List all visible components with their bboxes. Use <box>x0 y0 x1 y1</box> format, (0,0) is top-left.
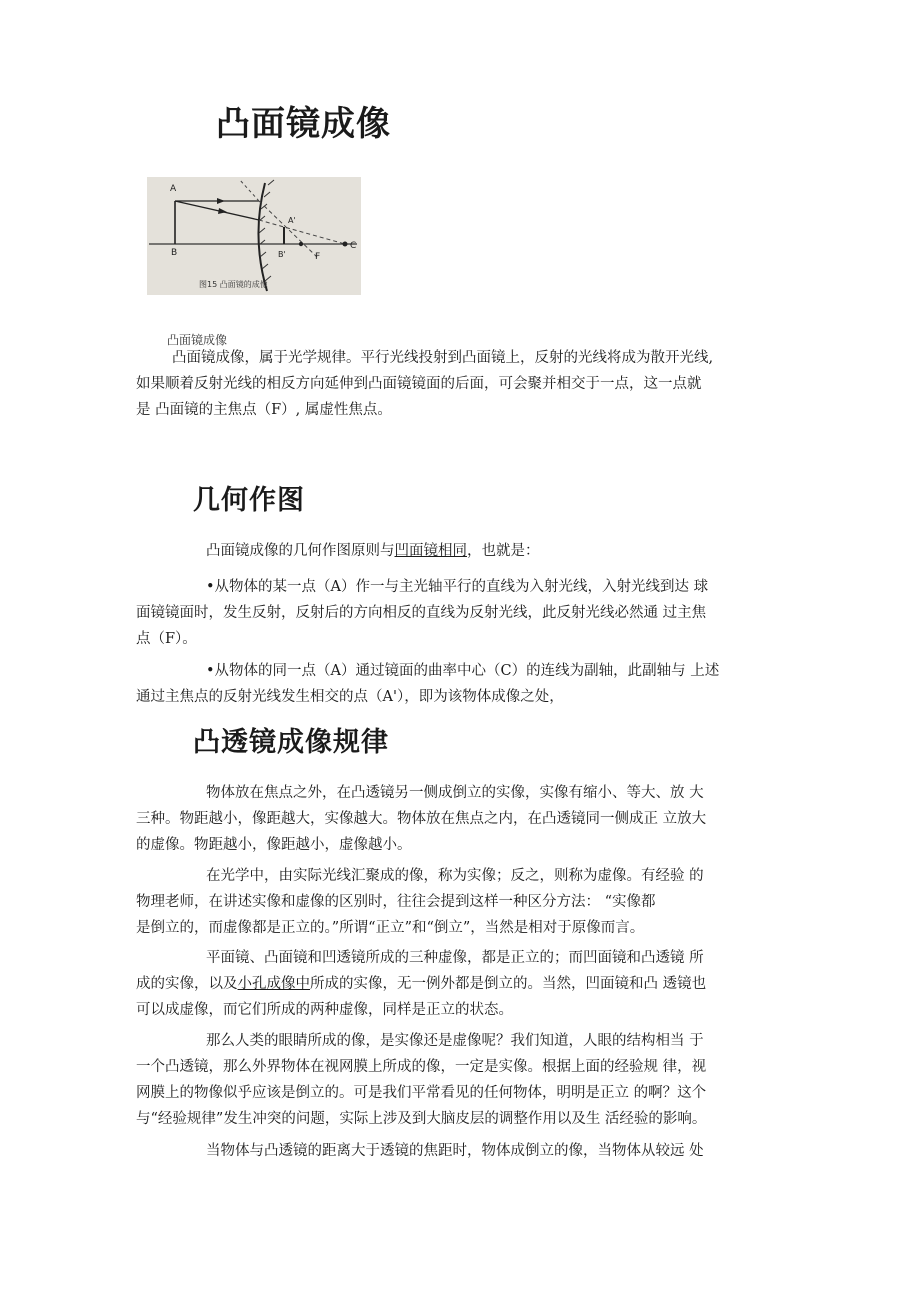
bullet2-line-1: •从物体的同一点（A）通过镜面的曲率中心（C）的连线为副轴，此副轴与 上述 <box>206 663 720 679</box>
lens-p3-line-2-text: 成的实像，以及 <box>136 976 238 992</box>
mirror-surface <box>258 183 267 291</box>
label-c: C <box>350 241 357 251</box>
bullet1-line-2: 面镜镜面时，发生反射，反射后的方向相反的直线为反射光线，此反射光线必然通 过主焦 <box>136 605 707 621</box>
bullet-secondary-axis <box>136 658 790 710</box>
dashed-reflected-extension <box>259 201 317 257</box>
lens-p1-line-1: 物体放在焦点之外，在凸透镜另一侧成倒立的实像，实像有缩小、等大、放 大 <box>206 785 704 801</box>
section-heading-geometry: 几何作图 <box>193 485 305 516</box>
bullet2-line-2: 通过主焦点的反射光线发生相交的点（A'），即为该物体成像之处， <box>136 689 564 705</box>
lens-p3-line-3: 可以成虚像，而它们所成的两种虚像，同样是正立的状态。 <box>136 1002 513 1018</box>
bullet-parallel-ray <box>136 574 790 652</box>
lens-paragraph-3 <box>136 945 790 1023</box>
lens-p2-line-1: 在光学中，由实际光线汇聚成的像，称为实像；反之，则称为虚像。有经验 的 <box>206 868 704 884</box>
bullet1-line-3: 点（F）。 <box>136 631 197 647</box>
lens-p1-line-2: 三种。物距越小，像距越大，实像越大。物体放在焦点之内，在凸透镜同一侧成正 立放大 <box>136 811 707 827</box>
bullet1-line-1: •从物体的某一点（A）作一与主光轴平行的直线为入射光线，入射光线到达 球 <box>206 579 709 595</box>
geometry-intro-text: 凸面镜成像的几何作图原则与 <box>206 543 395 559</box>
lens-p5-line-1: 当物体与凸透镜的距离大于透镜的焦距时，物体成倒立的像，当物体从较远 处 <box>206 1143 704 1159</box>
intro-line-2: 如果顺着反射光线的相反方向延伸到凸面镜镜面的后面，可会聚并相交于一点，这一点就 <box>136 376 702 392</box>
intro-paragraph <box>136 345 790 423</box>
lens-p1-line-3: 的虚像。物距越小，像距越小，虚像越小。 <box>136 837 412 853</box>
concave-mirror-link[interactable]: 凹面镜相同 <box>394 543 467 559</box>
intro-line-1: 凸面镜成像，属于光学规律。平行光线投射到凸面镜上，反射的光线将成为散开光线, <box>172 350 714 366</box>
geometry-intro <box>136 538 790 564</box>
lens-p2-line-2: 物理老师，在讲述实像和虚像的区别时，往往会提到这样一种区分方法： “实像都 <box>136 894 656 910</box>
lens-p3-line-2 <box>136 971 790 997</box>
lens-p3-line-2-suffix: 所成的实像，无一例外都是倒立的。当然，凹面镜和凸 透镜也 <box>310 976 707 992</box>
figure-caption: 图15 凸面镜的成像 <box>199 280 268 289</box>
dashed-axis-to-c <box>259 220 345 244</box>
figure-small-caption: 凸面镜成像 <box>167 333 228 347</box>
label-b: B <box>171 248 178 258</box>
intro-line-3: 是 凸面镜的主焦点（F）, 属虚性焦点。 <box>136 402 392 418</box>
lens-p4-line-1: 那么人类的眼睛所成的像，是实像还是虚像呢？我们知道，人眼的结构相当 于 <box>206 1033 704 1049</box>
label-a-prime: A' <box>288 216 296 225</box>
section-heading-convex-lens: 凸透镜成像规律 <box>193 727 389 758</box>
label-b-prime: B' <box>278 250 286 259</box>
label-a: A <box>170 184 177 194</box>
page-title: 凸面镜成像 <box>216 104 391 144</box>
pinhole-imaging-link[interactable]: 小孔成像中 <box>237 976 310 992</box>
lens-p3-line-1: 平面镜、凸面镜和凹透镜所成的三种虚像，都是正立的；而凹面镜和凸透镜 所 <box>206 950 704 966</box>
lens-p4-line-4: 与“经验规律”发生冲突的问题，实际上涉及到大脑皮层的调整作用以及生 活经验的影响。 <box>136 1111 707 1127</box>
lens-p4-line-3: 网膜上的物像似乎应该是倒立的。可是我们平常看见的任何物体，明明是正立 的啊？这个 <box>136 1085 707 1101</box>
lens-p4-line-2: 一个凸透镜，那么外界物体在视网膜上所成的像，一定是实像。根据上面的经验规 律，视 <box>136 1059 707 1075</box>
label-f: F <box>315 252 321 262</box>
convex-mirror-diagram <box>147 177 361 295</box>
lens-paragraph-4 <box>136 1028 790 1132</box>
lens-p2-line-3: 是倒立的，而虚像都是正立的。”所谓“正立”和“倒立”，当然是相对于原像而言。 <box>136 920 645 936</box>
lens-paragraph-1 <box>136 780 790 858</box>
geometry-intro-suffix: ，也就是： <box>467 543 540 559</box>
lens-paragraph-2 <box>136 863 790 941</box>
reflected-ray <box>239 179 259 201</box>
lens-paragraph-5 <box>136 1138 790 1164</box>
